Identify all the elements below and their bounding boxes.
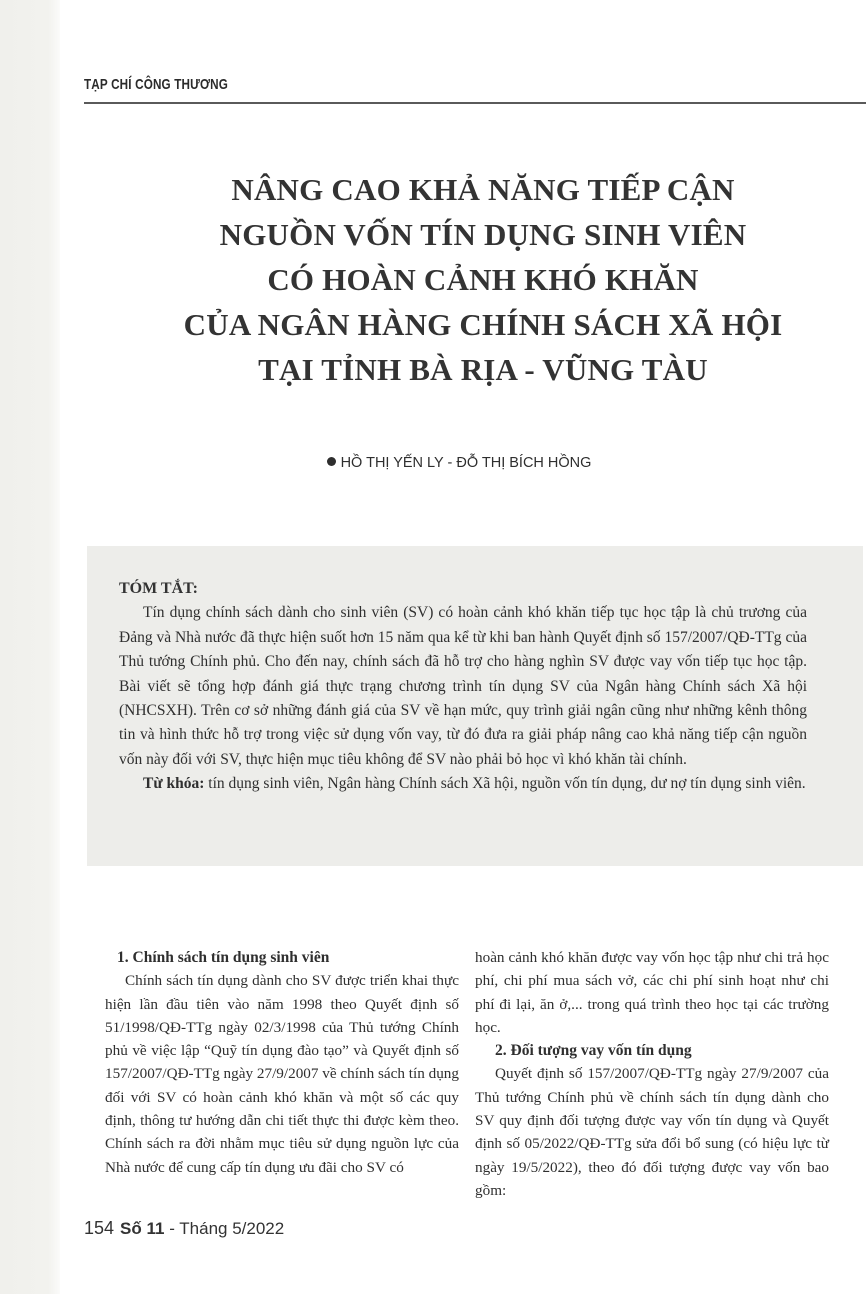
keywords-label: Từ khóa: — [143, 775, 205, 793]
header-rule — [84, 102, 866, 104]
title-line: NGUỒN VỐN TÍN DỤNG SINH VIÊN — [219, 217, 747, 252]
body-paragraph: Chính sách tín dụng dành cho SV được triển khai thực hiện lần đầu tiên vào năm 1998 theo Quyết định số 51/1998/QĐ-TTg ngày 02/3/1998 của Thủ tướng Chính phủ về việc lập “Quỹ tín dụng đào tạo” và Quyết định số 157/2007/QĐ-TTg ngày 27/9/2007 về chính sách tín dụng đối với SV có hoàn cảnh khó khăn và một số các quy định, thông tư hướng dẫn chi tiết thực thi được kèm theo. Chính sách ra đời nhằm mục tiêu sử dụng nguồn lực của Nhà nước để cung cấp tín dụng ưu đãi cho SV có — [105, 972, 459, 1176]
title-line: NÂNG CAO KHẢ NĂNG TIẾP CẬN — [231, 172, 735, 207]
issue-date: - Tháng 5/2022 — [164, 1219, 285, 1238]
title-line: TẠI TỈNH BÀ RỊA - VŨNG TÀU — [258, 352, 708, 387]
author-names: HỒ THỊ YẾN LY - ĐỖ THỊ BÍCH HỒNG — [340, 455, 592, 471]
page-footer — [84, 1218, 284, 1239]
body-column-left — [105, 946, 459, 1179]
page-edge-shadow — [0, 0, 60, 1294]
abstract-body: Tín dụng chính sách dành cho sinh viên (SV) có hoàn cảnh khó khăn tiếp tục học tập là chủ trương của Đảng và Nhà nước đã thực hiện suốt hơn 15 năm qua kể từ khi ban hành Quyết định số 157/2007/QĐ-TTg của Thủ tướng Chính phủ. Cho đến nay, chính sách đã hỗ trợ cho hàng nghìn SV được vay vốn tiếp tục học tập. Bài viết sẽ tổng hợp đánh giá thực trạng chương trình tín dụng SV của Ngân hàng Chính sách Xã hội (NHCSXH). Trên cơ sở những đánh giá của SV về hạn mức, quy trình giải ngân cũng như những kênh thông tin và hình thức hỗ trợ trong việc sử dụng vốn vay, từ đó đưa ra giải pháp nâng cao khả năng tiếp cận nguồn vốn này đối với SV, thực hiện mục tiêu không để SV nào phải bỏ học vì khó khăn tài chính. — [119, 604, 807, 768]
title-line: CỦA NGÂN HÀNG CHÍNH SÁCH XÃ HỘI — [183, 307, 783, 342]
author-line — [0, 455, 866, 471]
keywords-text: tín dụng sinh viên, Ngân hàng Chính sách Xã hội, nguồn vốn tín dụng, dư nợ tín dụng sinh viên. — [204, 775, 806, 793]
abstract-content — [119, 577, 807, 797]
bullet-icon — [327, 457, 336, 466]
body-paragraph: hoàn cảnh khó khăn được vay vốn học tập như chi trả học phí, chi phí mua sách vở, các chi phí sinh hoạt như chi phí đi lại, ăn ở,... trong quá trình theo học tại các trường học. — [475, 949, 829, 1036]
issue-number: Số 11 — [120, 1219, 165, 1238]
section-heading: 1. Chính sách tín dụng sinh viên — [117, 949, 330, 966]
abstract-box — [87, 546, 863, 866]
body-column-right — [475, 946, 829, 1202]
abstract-heading: TÓM TẮT: — [119, 580, 198, 597]
journal-name: TẠP CHÍ CÔNG THƯƠNG — [84, 76, 228, 93]
article-title — [100, 167, 866, 392]
section-heading: 2. Đối tượng vay vốn tín dụng — [495, 1042, 692, 1060]
title-line: CÓ HOÀN CẢNH KHÓ KHĂN — [267, 262, 699, 297]
body-paragraph: Quyết định số 157/2007/QĐ-TTg ngày 27/9/2007 của Thủ tướng Chính phủ về chính sách tín dụng dành cho SV quy định đối tượng được vay vốn tín dụng và Quyết định số 05/2022/QĐ-TTg sửa đổi bổ sung (có hiệu lực từ ngày 19/5/2022), theo đó đối tượng được vay vốn bao gồm: — [475, 1065, 829, 1199]
page-number: 154 — [84, 1218, 115, 1238]
keywords — [119, 772, 807, 796]
